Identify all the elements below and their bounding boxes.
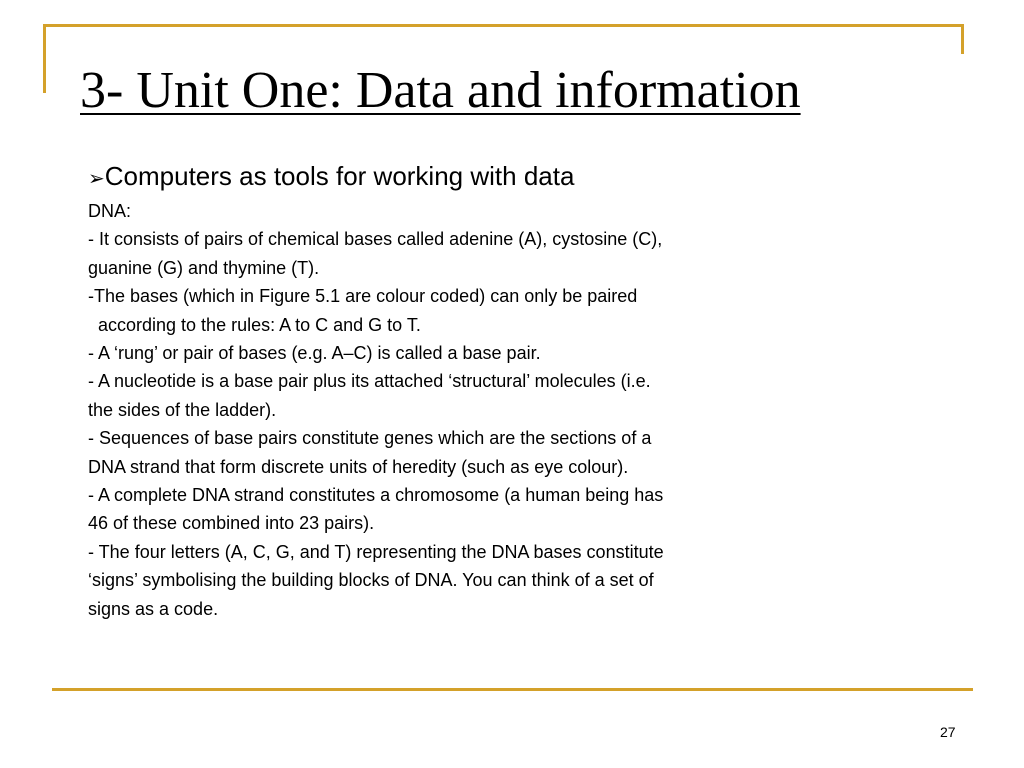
body-line: - Sequences of base pairs constitute genes which are the sections of a [88, 428, 652, 449]
slide-content [88, 158, 788, 623]
bullet-heading [88, 158, 788, 197]
body-line: - A complete DNA strand constitutes a chromosome (a human being has [88, 485, 664, 506]
page-number: 27 [940, 724, 956, 740]
frame-left-line [43, 24, 46, 93]
frame-right-line [961, 24, 964, 54]
body-line: the sides of the ladder). [88, 399, 277, 420]
frame-top-line [43, 24, 964, 27]
frame-bottom-line [52, 688, 973, 691]
body-line: - The four letters (A, C, G, and T) representing the DNA bases constitute [88, 541, 664, 562]
body-line: - A ‘rung’ or pair of bases (e.g. A–C) is called a base pair. [88, 343, 541, 364]
body-line: signs as a code. [88, 598, 219, 619]
body-line: -The bases (which in Figure 5.1 are colour coded) can only be paired [88, 286, 638, 307]
body-line: - It consists of pairs of chemical bases called adenine (A), cystosine (C), [88, 229, 663, 250]
slide-title: 3- Unit One: Data and information [80, 62, 801, 119]
heading-text: Computers as tools for working with data [104, 161, 575, 191]
body-line: 46 of these combined into 23 pairs). [88, 513, 375, 534]
body-line: guanine (G) and thymine (T). [88, 257, 320, 278]
body-line: DNA: [88, 201, 132, 221]
arrow-bullet-icon: ➢ [88, 168, 105, 190]
body-line: according to the rules: A to C and G to T. [98, 314, 421, 335]
body-line: ‘signs’ symbolising the building blocks of DNA. You can think of a set of [88, 570, 654, 591]
body-line: DNA strand that form discrete units of heredity (such as eye colour). [88, 456, 629, 477]
body-line: - A nucleotide is a base pair plus its attached ‘structural’ molecules (i.e. [88, 371, 651, 392]
